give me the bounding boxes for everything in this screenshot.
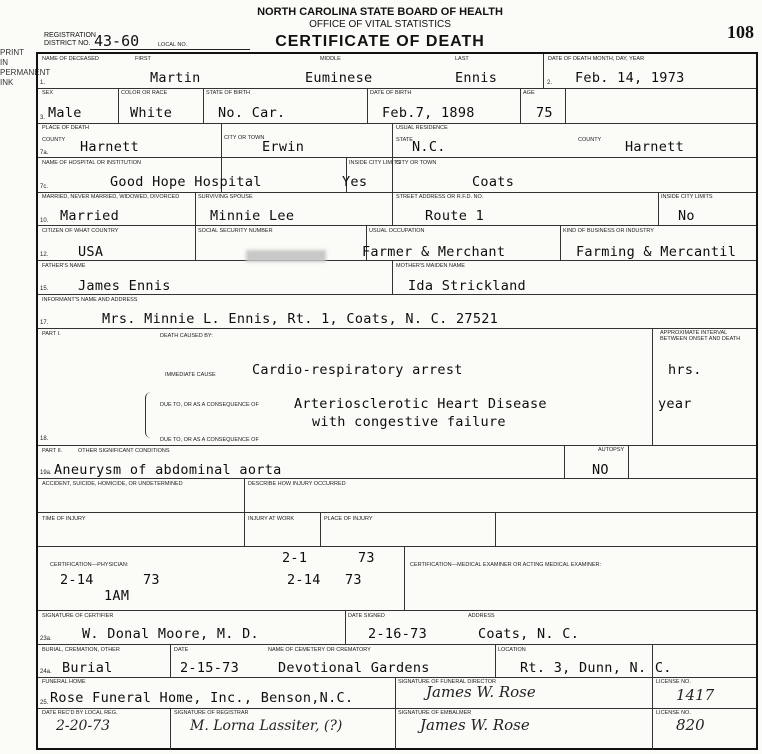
redacted-ssn [246, 250, 326, 262]
embalmer-license: 820 [676, 716, 705, 734]
surviving-spouse: Minnie Lee [210, 208, 295, 224]
death-county: Harnett [80, 139, 139, 155]
residence-city: Coats [472, 174, 515, 190]
margin-instruction: PRINT IN PERMANENT INK [0, 48, 51, 87]
date-of-birth: Feb.7, 1898 [382, 105, 475, 121]
death-certificate: PRINT IN PERMANENT INK NORTH CAROLINA STATE BOARD OF HEALTH OFFICE OF VITAL STATISTICS CERTIFICATE OF DEATH 108 REGISTRATION DISTRICT NO. 43-60 LOCAL NO. NAME OF DECEASED FIRST MIDDLE LAST Martin Euminese Ennis DATE OF DEATH MONTH, DAY, YEAR Feb. 14, 1973 SEX COLOR OR RACE STATE OF BIRTH DATE OF BIRTH AGE Male White No. Car. Feb.7, 1898 75 PLACE OF DEATH COUNTY CITY OR TOWN USUAL RESIDENCE STATE COUNTY Harnett Erwin N.C. Harnett NAME OF HOSPITAL OR INSTITUTION INSIDE CITY LIMITS CITY OR TOWN Good Hope Hospital Yes Coats MARRIED, NEVER MARRIED, WIDOWED, DIVORCED SURVIVING SPOUSE STREET ADDRESS OR R.F.D. NO. INSIDE CITY LIMITS Married Minnie Lee Route 1 No CITIZEN OF WHAT COUNTRY SOCIAL SECURITY NUMBER USUAL OCCUPATION KIND OF BUSINESS OR INDUSTRY USA Farmer & Merchant Farming & Mercantil FATHER'S NAME MOTHER'S MAIDEN NAME James Ennis Ida Strickland INFORMANT'S NAME AND ADDRESS Mrs. Minnie L. Ennis, Rt. 1, Coats, N. C. 27521 PART I. DEATH CAUSED BY: APPROXIMATE INTERVAL BETWEEN ONSET AND DEATH IMMEDIATE CAUSE Cardio-respiratory arrest hrs. DUE TO, OR AS A CONSEQUENCE OF Arteriosclerotic Heart Disease year with congestive failure DUE TO, OR AS A CONSEQUENCE OF PART II. OTHER SIGNIFICANT CONDITIONS AUTOPSY Aneurysm of abdominal aorta NO ACCIDENT, SUICIDE, HOMICIDE, OR UNDETERMINED DESCRIBE HOW INJURY OCCURRED TIME OF INJURY INJURY AT WORK PLACE OF INJURY CERTIFICATION—PHYSICIAN: 2-1 73 2-14 73 2-14 73 1AM CERTIFICATION—MEDICAL EXAMINER OR ACTING MEDICAL EXAMINER: SIGNATURE OF CERTIFIER DATE SIGNED ADDRESS W. Donal Moore, M. D. 2-16-73 Coats, N. C. BURIAL, CREMATION, OTHER DATE NAME OF CEMETERY OR CREMATORY LOCATION Burial 2-15-73 Devotional Gardens Rt. 3, Dunn, N. C. FUNERAL HOME SIGNATURE OF FUNERAL DIRECTOR LICENSE NO. Rose Funeral Home, Inc., Benson,N.C. James W. Rose 1417 DATE REC'D BY LOCAL REG. SIGNATURE OF REGISTRAR SIGNATURE OF EMBALMER LICENSE NO. 2-20-73 M. Lorna Lassiter, (?) James W. Rose 820 1. 2. 3. 7a. 7c. 10. 12. 15. 17. 18. 19a. 23a. 24a. 25. [0, 0, 762, 754]
local-no-label: LOCAL NO. [158, 42, 188, 48]
residence-inside-city-limits: No [678, 208, 695, 224]
marital-status: Married [60, 208, 119, 224]
autopsy: NO [592, 462, 609, 478]
time-of-death: 1AM [104, 588, 130, 604]
other-conditions: Aneurysm of abdominal aorta [54, 462, 282, 478]
registration-district: 43-60 [94, 32, 140, 50]
attended-to: 2-14 [60, 572, 94, 588]
race: White [130, 105, 173, 121]
residence-county: Harnett [625, 139, 684, 155]
death-city: Erwin [262, 139, 305, 155]
issuing-board: NORTH CAROLINA STATE BOARD OF HEALTH [257, 6, 503, 18]
kind-of-business: Farming & Mercantil [576, 244, 737, 260]
funeral-director-signature: James W. Rose [426, 683, 536, 701]
cemetery-name: Devotional Gardens [278, 660, 430, 676]
burial-location: Rt. 3, Dunn, N. C. [520, 660, 672, 676]
age: 75 [536, 105, 553, 121]
registration-label: REGISTRATION DISTRICT NO. [44, 32, 96, 47]
usual-occupation: Farmer & Merchant [362, 244, 506, 260]
street-address: Route 1 [425, 208, 484, 224]
due-to-cause: Arteriosclerotic Heart Disease [294, 396, 547, 412]
name-label: NAME OF DECEASED [42, 56, 99, 62]
burial-date: 2-15-73 [180, 660, 239, 676]
certifier-address: Coats, N. C. [478, 626, 580, 642]
last-seen: 2-14 [287, 572, 321, 588]
deceased-middle-name: Euminese [305, 70, 373, 86]
immediate-cause-interval: hrs. [668, 362, 702, 378]
director-license: 1417 [676, 686, 715, 704]
issuing-office: OFFICE OF VITAL STATISTICS [309, 19, 451, 30]
father-name: James Ennis [78, 278, 171, 294]
residence-state: N.C. [412, 139, 446, 155]
certificate-number: 108 [727, 22, 754, 42]
sex: Male [48, 105, 82, 121]
document-title: CERTIFICATE OF DEATH [275, 33, 485, 50]
date-received: 2-20-73 [56, 718, 110, 734]
burial-method: Burial [62, 660, 113, 676]
date-of-death: Feb. 14, 1973 [575, 70, 685, 86]
certifier-signature: W. Donal Moore, M. D. [82, 626, 259, 642]
immediate-cause: Cardio-respiratory arrest [252, 362, 463, 378]
attended-from-year: 73 [358, 550, 375, 566]
funeral-home: Rose Funeral Home, Inc., Benson,N.C. [50, 690, 354, 706]
last-seen-year: 73 [345, 572, 362, 588]
attended-from: 2-1 [282, 550, 308, 566]
due-to-interval: year [658, 396, 692, 412]
date-signed: 2-16-73 [368, 626, 427, 642]
registrar-signature: M. Lorna Lassiter, (?) [190, 718, 343, 734]
state-of-birth: No. Car. [218, 105, 286, 121]
due-to-cause-cont: with congestive failure [312, 414, 506, 430]
citizen-of: USA [78, 244, 104, 260]
informant: Mrs. Minnie L. Ennis, Rt. 1, Coats, N. C. 27521 [102, 311, 499, 327]
inside-city-limits: Yes [342, 174, 368, 190]
embalmer-signature: James W. Rose [420, 716, 530, 734]
deceased-last-name: Ennis [455, 70, 498, 86]
hospital-name: Good Hope Hospital [110, 174, 262, 190]
mother-maiden-name: Ida Strickland [408, 278, 526, 294]
attended-to-year: 73 [143, 572, 160, 588]
deceased-first-name: Martin [150, 70, 201, 86]
